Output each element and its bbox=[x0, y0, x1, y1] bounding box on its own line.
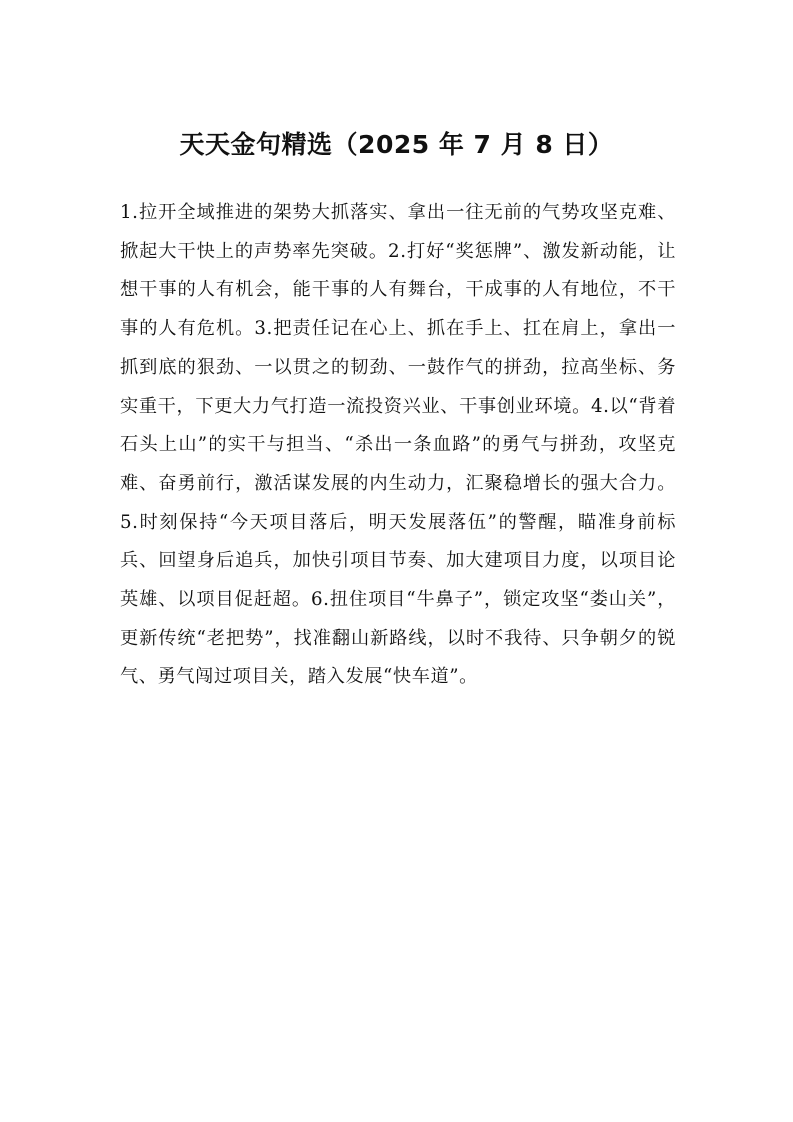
document-title: 天天金句精选（2025 年 7 月 8 日） bbox=[179, 130, 614, 159]
document-body: 1.拉开全域推进的架势大抓落实、拿出一往无前的气势攻坚克难、掀起大干快上的声势率先突破。2.打好“奖惩牌”、激发新动能，让想干事的人有机会，能干事的人有舞台，干成事的人有地位，不干事的人有危机。3.把责任记在心上、抓在手上、扛在肩上，拿出一抓到底的狠劲、一以贯之的韧劲、一鼓作气的拼劲，拉高坐标、务实重干，下更大力气打造一流投资兴业、干事创业环境。4.以“背着石头上山”的实干与担当、“杀出一条血路”的勇气与拼劲，攻坚克难、奋勇前行，激活谋发展的内生动力，汇聚稳增长的强大合力。5.时刻保持“今天项目落后，明天发展落伍”的警醒，瞄准身前标兵、回望身后追兵，加快引项目节奏、加大建项目力度，以项目论英雄、以项目促赶超。6.扭住项目“牛鼻子”，锁定攻坚“娄山关”，更新传统“老把势”，找准翻山新路线，以时不我待、只争朝夕的锐气、勇气闯过项目关，踏入发展“快车道”。 bbox=[120, 202, 676, 688]
